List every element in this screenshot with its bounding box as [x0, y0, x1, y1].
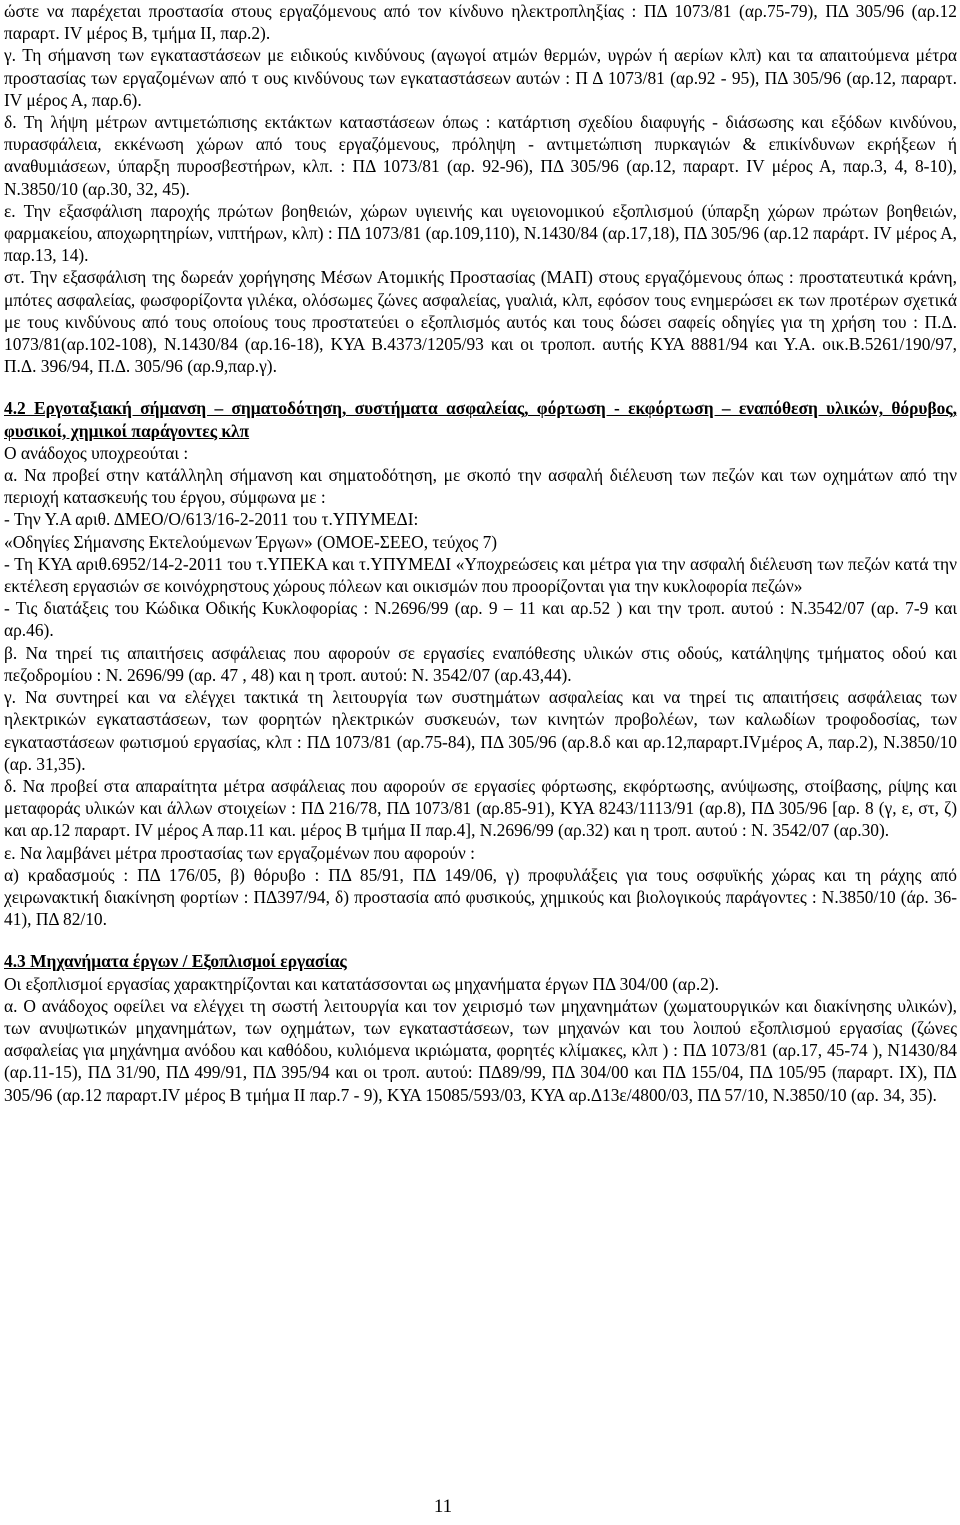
paragraph-4-1-st [4, 266, 957, 377]
item-text: Να συντηρεί και να ελέγχει τακτικά τη λειτουργία των συστημάτων ασφαλείας και να τηρεί τις απαιτήσεις ασφάλειας των ηλεκτρικών εγκαταστάσεων, των φορητών ηλεκτρικών συσκευών, των κινητών προβολέων, των καλωδίων τροφοδοσίας, των εγκαταστάσεων φωτισμού εργασίας, κλπ : ΠΔ 1073/81 (αρ.75-84), ΠΔ 305/96 (αρ.8.δ και αρ.12,παραρτ.IVμέρος Α, παρ.2), Ν.3850/10 (αρ. 31,35). [4, 687, 957, 774]
item-label: γ. [4, 687, 17, 708]
item-label: δ. [4, 775, 17, 796]
item-text: Την εξασφάλιση παροχής πρώτων βοηθειών, χώρων υγιεινής και υγειονομικού εξοπλισμού (ύπαρξη χώρων πρώτων βοηθειών, φαρμακείου, αποχωρητηρίων, νιπτήρων, κλπ) : ΠΔ 1073/81 (αρ.109,110), Ν.1430/84 (αρ.17,18), ΠΔ 305/96 (αρ.12 παράρτ. IV μέρος Α, παρ.13, 14). [4, 200, 957, 266]
item-text: Τη σήμανση των εγκαταστάσεων με ειδικούς κινδύνους (αγωγοί ατμών θερμών, υγρών ή αερίων κλπ) και τα απαιτούμενα μέτρα προστασίας των εργαζομένων από τ ους κινδύνους των εγκαταστάσεων αυτών : Π Δ 1073/81 (αρ.92 - 95), ΠΔ 305/96 (αρ.12, παραρτ. IV μέρος Α, παρ.6). [4, 45, 957, 110]
document-page [4, 0, 957, 1106]
paragraph-4-1-d [4, 111, 957, 200]
reference-1: - Την Υ.Α αριθ. ΔΜΕΟ/Ο/613/16-2-2011 του τ.ΥΠΥΜΕΔΙ: [4, 509, 419, 530]
paragraph-4-1-e [4, 200, 957, 267]
item-text: Ο ανάδοχος οφείλει να ελέγχει τη σωστή λειτουργία και τον χειρισμό των μηχανημάτων (χωματουργικών και διακίνησης υλικών), των ανυψωτικών μηχανημάτων, των οχημάτων, των εγκαταστάσεων, των μηχανών και του λοιπού εξοπλισμού εργασίας (ζώνες ασφαλείας για μηχάνημα ανόδου και καθόδου, κυλιόμενα ικριώματα, φορητές κλίμακες, κλπ ) : ΠΔ 1073/81 (αρ.17, 45-74 ), Ν1430/84 (αρ.11-15), ΠΔ 31/90, ΠΔ 499/91, ΠΔ 395/94 και οι τροπ. αυτού: ΠΔ89/99, ΠΔ 304/00 και ΠΔ 155/04, ΠΔ 105/95 (παραρτ. IX), ΠΔ 305/96 (αρ.12 παραρτ.IV μέρος Β τμήμα ΙΙ παρ.7 - 9), ΚΥΑ 15085/593/03, ΚΥΑ αρ.Δ13ε/4800/03, ΠΔ 57/10, Ν.3850/10 (αρ. 34, 35). [4, 995, 957, 1105]
paragraph-4-2-b [4, 642, 957, 686]
item-label: στ. [4, 267, 25, 288]
paragraph-4-2-e [4, 842, 957, 864]
section-heading-4-2: 4.2 Εργοταξιακή σήμανση – σηματοδότηση, συστήματα ασφαλείας, φόρτωση - εκφόρτωση – εναπόθεση υλικών, θόρυβος, φυσικοί, χημικοί παράγοντες κλπ [4, 398, 957, 441]
item-label: ε. [4, 200, 16, 221]
item-label: γ. [4, 45, 17, 66]
section-4-3-intro: Οι εξοπλισμοί εργασίας χαρακτηρίζονται και κατατάσσονται ως μηχανήματα έργων ΠΔ 304/00 (αρ.2). [4, 973, 720, 994]
reference-1b: «Οδηγίες Σήμανσης Εκτελούμενων Έργων» (ΟΜΟΕ-ΣΕΕΟ, τεύχος 7) [4, 531, 498, 552]
paragraph-continuation: ώστε να παρέχεται προστασία στους εργαζόμενους από τον κίνδυνο ηλεκτροπληξίας : ΠΔ 1073/81 (αρ.75-79), ΠΔ 305/96 (αρ.12 παραρτ. IV μέρος Β, τμήμα ΙΙ, παρ.2). [4, 1, 957, 44]
item-label: α. [4, 465, 18, 486]
page-number: 11 [433, 1496, 453, 1517]
paragraph-4-3-a [4, 995, 957, 1106]
item-label: δ. [4, 112, 17, 133]
item-text: Τη λήψη μέτρων αντιμετώπισης εκτάκτων καταστάσεων όπως : κατάρτιση σχεδίου διαφυγής - διάσωσης και εξόδων κινδύνου, πυρασφάλεια, εκκένωση χώρων από τους εργαζόμενους, πρόληψη - αντιμετώπιση πυρκαγιών & επικίνδυνων εκρήξεων ή αναθυμιάσεων, ύπαρξη πυροσβεστήρων, κλπ. : ΠΔ 1073/81 (αρ. 92-96), ΠΔ 305/96 (αρ.12, παραρτ. IV μέρος Α, παρ.3, 4, 8-10), Ν.3850/10 (αρ.30, 32, 45). [4, 112, 957, 199]
section-gap [4, 377, 957, 397]
item-text: Την εξασφάλιση της δωρεάν χορήγησης Μέσων Ατομικής Προστασίας (ΜΑΠ) στους εργαζόμενους όπως : προστατευτικά κράνη, μπότες ασφαλείας, φωσφορίζοντα γιλέκα, ολόσωμες ζώνες ασφαλείας, γυαλιά, κλπ, εφόσον τους ενημερώσει εκ των προτέρων σχετικά με τους κινδύνους από τους οποίους τους προστατεύει ο εξοπλισμός αυτός και τους δώσει σαφείς οδηγίες για τη χρήση του : Π.Δ. 1073/81(αρ.102-108), Ν.1430/84 (αρ.16-18), ΚΥΑ Β.4373/1205/93 και οι τροποπ. αυτής ΚΥΑ 8881/94 και Υ.Α. οικ.Β.5261/190/97, Π.Δ. 396/94, Π.Δ. 305/96 (αρ.9,παρ.γ). [4, 267, 957, 377]
section-gap [4, 930, 957, 950]
section-4-2-intro: Ο ανάδοχος υποχρεούται : [4, 442, 189, 463]
section-heading-4-3: 4.3 Μηχανήματα έργων / Εξοπλισμοί εργασίας [4, 951, 347, 972]
item-text: Να προβεί στην κατάλληλη σήμανση και σηματοδότηση, με σκοπό την ασφαλή διέλευση των πεζών και των οχημάτων από την περιοχή κατασκευής του έργου, σύμφωνα με : [4, 465, 957, 508]
item-text: Να λαμβάνει μέτρα προστασίας των εργαζομένων που αφορούν : [20, 842, 475, 863]
item-label: ε. [4, 842, 16, 863]
paragraph-4-2-a [4, 464, 957, 508]
reference-3: - Τις διατάξεις του Κώδικα Οδικής Κυκλοφορίας : Ν.2696/99 (αρ. 9 – 11 και αρ.52 ) και την τροπ. αυτού : Ν.3542/07 (αρ. 7-9 και αρ.46). [4, 598, 957, 641]
item-label: α. [4, 995, 18, 1016]
paragraph-4-2-e-detail: α) κραδασμούς : ΠΔ 176/05, β) θόρυβο : ΠΔ 85/91, ΠΔ 149/06, γ) προφυλάξεις για τους οσφυϊκής χώρας και τη ράχης από χειρωνακτική διακίνηση φορτίων : ΠΔ397/94, δ) προστασία από φυσικούς, χημικούς και βιολογικούς παράγοντες : Ν.3850/10 (άρ. 36-41), ΠΔ 82/10. [4, 864, 957, 930]
paragraph-4-2-d [4, 775, 957, 842]
item-text: Να τηρεί τις απαιτήσεις ασφάλειας που αφορούν σε εργασίες εναπόθεσης υλικών στις οδούς, κατάληψης τμήματος οδού και πεζοδρομίου : Ν. 2696/99 (αρ. 47 , 48) και η τροπ. αυτού: Ν. 3542/07 (αρ.43,44). [4, 642, 957, 685]
paragraph-4-2-g [4, 686, 957, 775]
reference-2: - Τη ΚΥΑ αριθ.6952/14-2-2011 του τ.ΥΠΕΚΑ και τ.ΥΠΥΜΕΔΙ «Υποχρεώσεις και μέτρα για την ασφαλή διέλευση των πεζών κατά την εκτέλεση εργασιών σε κοινόχρηστους χώρους πόλεων και οικισμών που προορίζονται για την κυκλοφορία πεζών» [4, 553, 957, 597]
item-text: Να προβεί στα απαραίτητα μέτρα ασφάλειας που αφορούν σε εργασίες φόρτωσης, εκφόρτωσης, ανύψωσης, στοίβασης, ρίψης και μεταφοράς υλικών και άλλων στοιχείων : ΠΔ 216/78, ΠΔ 1073/81 (αρ.85-91), ΚΥΑ 8243/1113/91 (αρ.8), ΠΔ 305/96 [αρ. 8 (γ, ε, στ, ζ) και αρ.12 παραρτ. IV μέρος Α παρ.11 και. μέρος Β τμήμα ΙΙ παρ.4], Ν.2696/99 (αρ.32) και η τροπ. αυτού : Ν. 3542/07 (αρ.30). [4, 775, 957, 841]
item-label: β. [4, 642, 18, 663]
paragraph-4-1-g [4, 44, 957, 111]
